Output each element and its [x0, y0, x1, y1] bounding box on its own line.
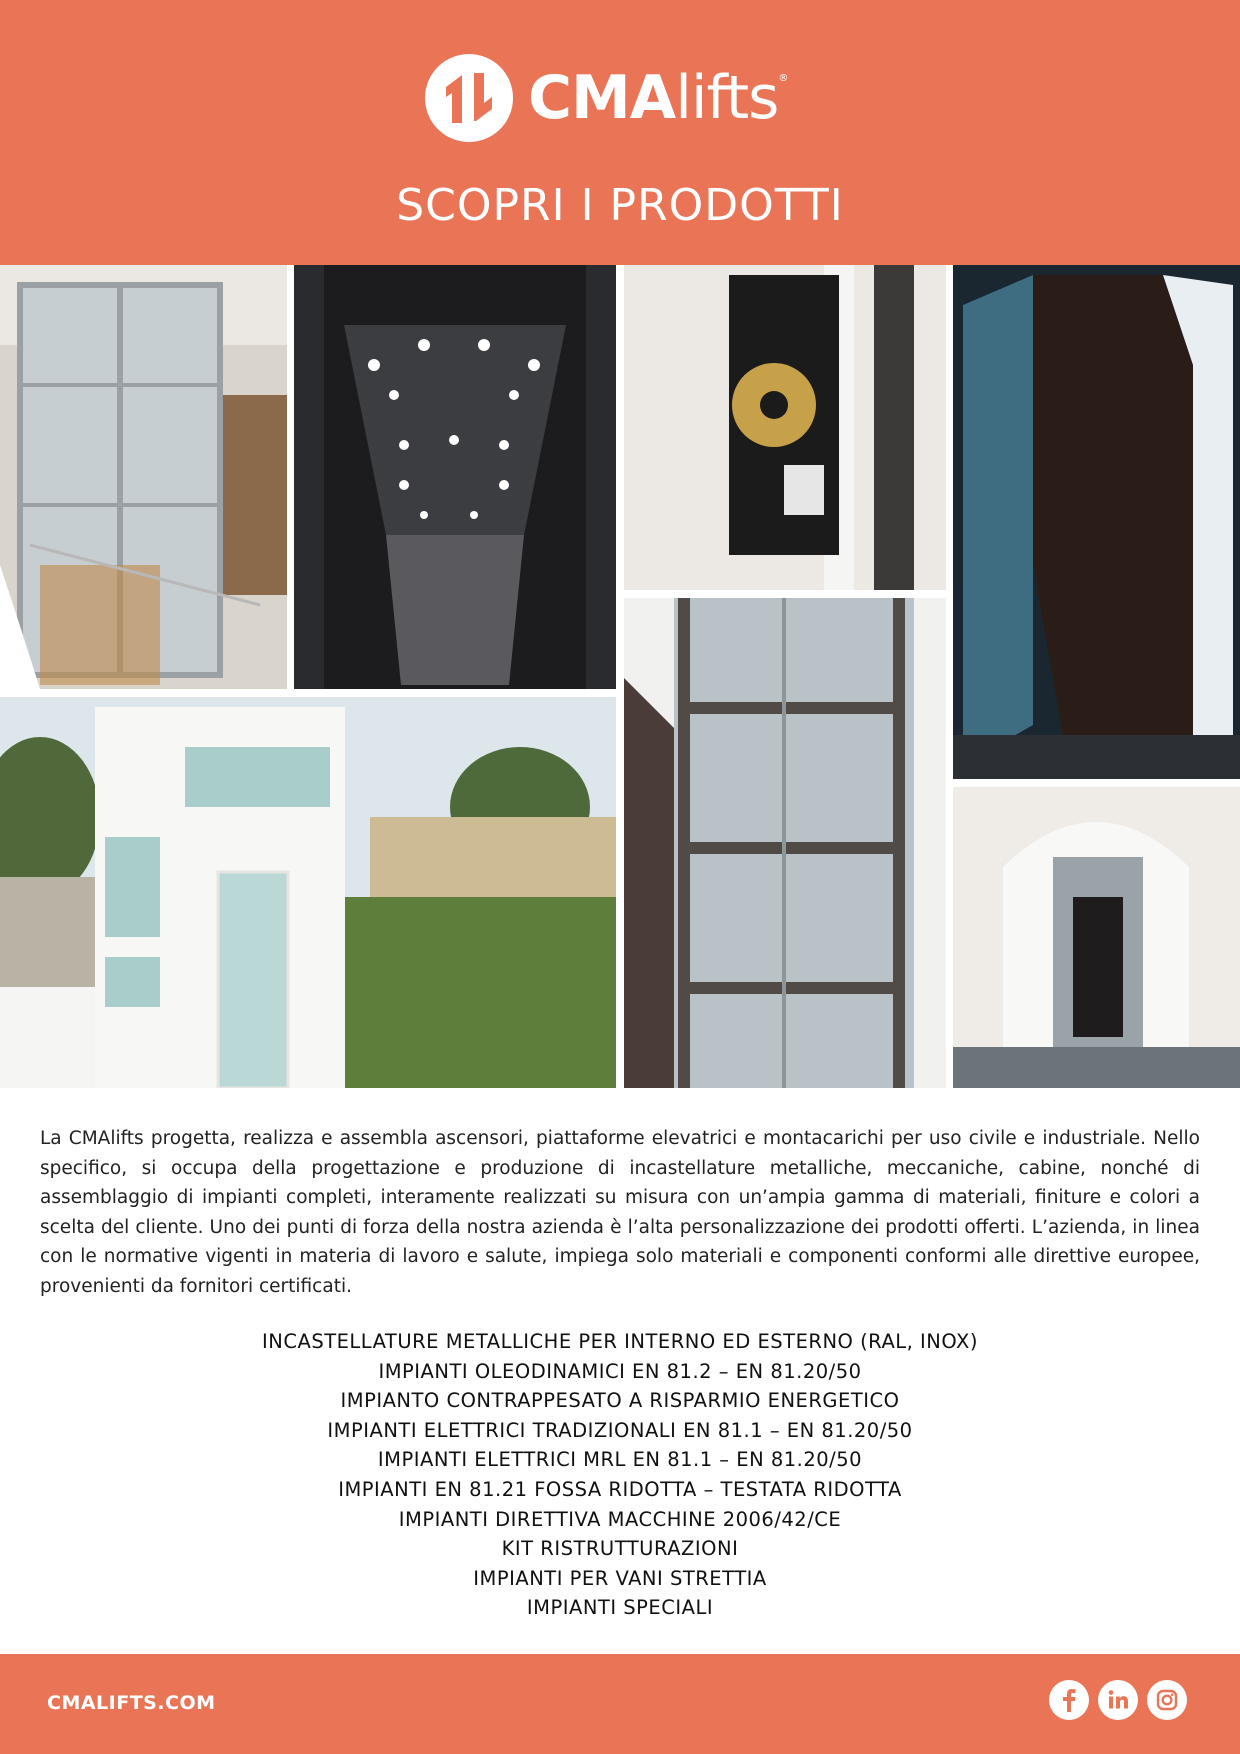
list-item: KIT RISTRUTTURAZIONI [501, 1537, 739, 1561]
services-list [0, 1327, 1240, 1623]
list-item: IMPIANTI ELETTRICI TRADIZIONALI EN 81.1 – EN 81.20/50 [327, 1418, 913, 1442]
list-item: IMPIANTI DIRETTIVA MACCHINE 2006/42/CE [398, 1507, 842, 1531]
list-item: IMPIANTI ELETTRICI MRL EN 81.1 – EN 81.20/50 [377, 1448, 863, 1472]
list-item: IMPIANTI PER VANI STRETTIA [473, 1566, 767, 1590]
company-description: La CMAlifts progetta, realizza e assembla ascensori, piattaforme elevatrici e montacarichi per uso civile e industriale. Nello specifico, si occupa della progettazione e produzione di incastellature metalliche, meccaniche, cabine, nonché di assemblaggio di impianti completi, interamente realizzati su misura con un’ampia gamma di materiali, finiture e colori a scelta del cliente. Uno dei punti di forza della nostra azienda è l’alta personalizzazione dei prodotti offerti. L’azienda, in linea con le normative vigenti in materia di lavoro e salute, impiega solo materiali e componenti conformi alle direttive europee, provenienti da fornitori certificati. [40, 1128, 1200, 1297]
photo-outdoor-lift-garden [0, 697, 616, 1088]
photo-cabin-ceiling-lights [294, 265, 616, 689]
logo-mark-icon [424, 53, 514, 143]
brand-logo[interactable] [424, 52, 787, 144]
photo-glass-shaft-tower [624, 598, 946, 1088]
brand-wordmark [528, 63, 788, 133]
photo-glass-lift-staircase [0, 265, 287, 689]
list-item: IMPIANTI SPECIALI [526, 1596, 714, 1620]
page-title: SCOPRI I PRODOTTI [396, 180, 844, 231]
facebook-icon[interactable] [1049, 1680, 1089, 1720]
list-item: INCASTELLATURE METALLICHE PER INTERNO ED ESTERNO (RAL, INOX) [262, 1330, 978, 1353]
social-links [1049, 1680, 1187, 1720]
registered-mark: ® [778, 73, 788, 84]
instagram-icon[interactable] [1147, 1680, 1187, 1720]
brand-name-bold: CMA [528, 63, 676, 133]
list-item: IMPIANTO CONTRAPPESATO A RISPARMIO ENERGETICO [340, 1389, 900, 1413]
list-item: IMPIANTI EN 81.21 FOSSA RIDOTTA – TESTATA RIDOTTA [338, 1477, 902, 1501]
website-link[interactable]: CMALIFTS.COM [47, 1692, 216, 1714]
photo-pulley-mechanism [624, 265, 946, 590]
header-band [0, 0, 1240, 265]
photo-arched-doorway-lift [953, 787, 1240, 1088]
list-item: IMPIANTI OLEODINAMICI EN 81.2 – EN 81.20/50 [378, 1359, 862, 1383]
footer-band [0, 1654, 1240, 1754]
photo-wood-panel-cabin [953, 265, 1240, 779]
brand-name-light: lifts [675, 63, 779, 133]
linkedin-icon[interactable] [1098, 1680, 1138, 1720]
